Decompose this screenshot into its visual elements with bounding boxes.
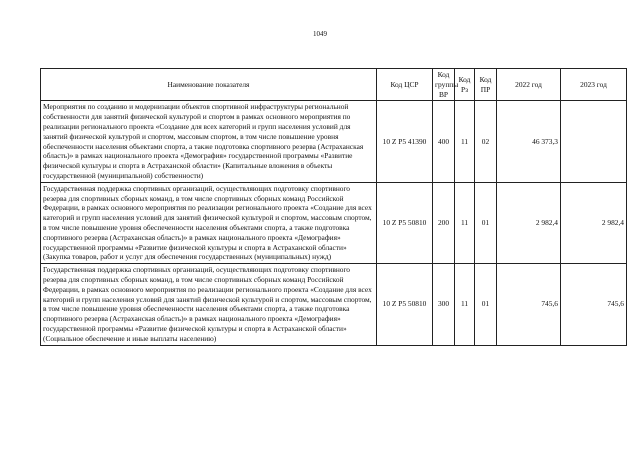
- header-2022: 2022 год: [497, 69, 561, 101]
- row-2022: 46 373,3: [497, 101, 561, 182]
- row-2023: 745,6: [561, 264, 627, 345]
- row-name: Государственная поддержка спортивных организаций, осуществляющих подготовку спортивного резерва для спортивных сборных команд, в том числе спортивных сборных команд Российской Федерации, в рамках основного мероприятия по реализации регионального проекта «Создание для всех категорий и групп населения условий для занятий физической культурой и спортом, массовым спортом, в том числе повышение уровня обеспеченности населения объектами спорта, а также подготовка спортивного резерва (Астраханская область)» в рамках национального проекта «Демография» государственной программы «Развитие физической культуры и спорта в Астраханской области» (Социальное обеспечение и иные выплаты населению): [41, 264, 377, 345]
- header-pr: Код ПР: [475, 69, 497, 101]
- row-name: Мероприятия по созданию и модернизации объектов спортивной инфраструктуры региональной собственности для занятий физической культурой и спортом в рамках основного мероприятия по реализации регионального проекта «Создание для всех категорий и групп населения условий для занятий физической культурой и спортом, массовым спортом, в том числе повышение уровня обеспеченности населения объектами спорта, а также подготовка спортивного резерва (Астраханская область)» в рамках национального проекта «Демография» государственной программы «Развитие физической культуры и спорта в Астраханской области» (Капитальные вложения в объекты государственной (муниципальной) собственности): [41, 101, 377, 182]
- row-pr: 01: [475, 182, 497, 263]
- row-2022: 745,6: [497, 264, 561, 345]
- table-row: [41, 264, 627, 345]
- row-pr: 01: [475, 264, 497, 345]
- row-rz: 11: [455, 101, 475, 182]
- row-vr: 200: [433, 182, 455, 263]
- table-row: [41, 101, 627, 182]
- row-2023: [561, 101, 627, 182]
- row-2023: 2 982,4: [561, 182, 627, 263]
- row-vr: 300: [433, 264, 455, 345]
- header-csr: Код ЦСР: [377, 69, 433, 101]
- row-csr: 10 Z P5 50810: [377, 182, 433, 263]
- row-csr: 10 Z P5 50810: [377, 264, 433, 345]
- page-number: 1049: [313, 30, 327, 38]
- row-vr: 400: [433, 101, 455, 182]
- table-header-row: [41, 69, 627, 101]
- header-2023: 2023 год: [561, 69, 627, 101]
- row-csr: 10 Z P5 41390: [377, 101, 433, 182]
- budget-table: [40, 68, 627, 346]
- header-name: Наименование показателя: [41, 69, 377, 101]
- row-2022: 2 982,4: [497, 182, 561, 263]
- row-pr: 02: [475, 101, 497, 182]
- header-rz: Код Рз: [455, 69, 475, 101]
- table-row: [41, 182, 627, 263]
- row-rz: 11: [455, 264, 475, 345]
- row-name: Государственная поддержка спортивных организаций, осуществляющих подготовку спортивного резерва для спортивных сборных команд, в том числе спортивных сборных команд Российской Федерации, в рамках основного мероприятия по реализации регионального проекта «Создание для всех категорий и групп населения условий для занятий физической культурой и спортом, массовым спортом, в том числе повышение уровня обеспеченности населения объектами спорта, а также подготовка спортивного резерва (Астраханская область)» в рамках национального проекта «Демография» государственной программы «Развитие физической культуры и спорта в Астраханской области» (Закупка товаров, работ и услуг для обеспечения государственных (муниципальных) нужд): [41, 182, 377, 263]
- header-vr: Код группы ВР: [433, 69, 455, 101]
- row-rz: 11: [455, 182, 475, 263]
